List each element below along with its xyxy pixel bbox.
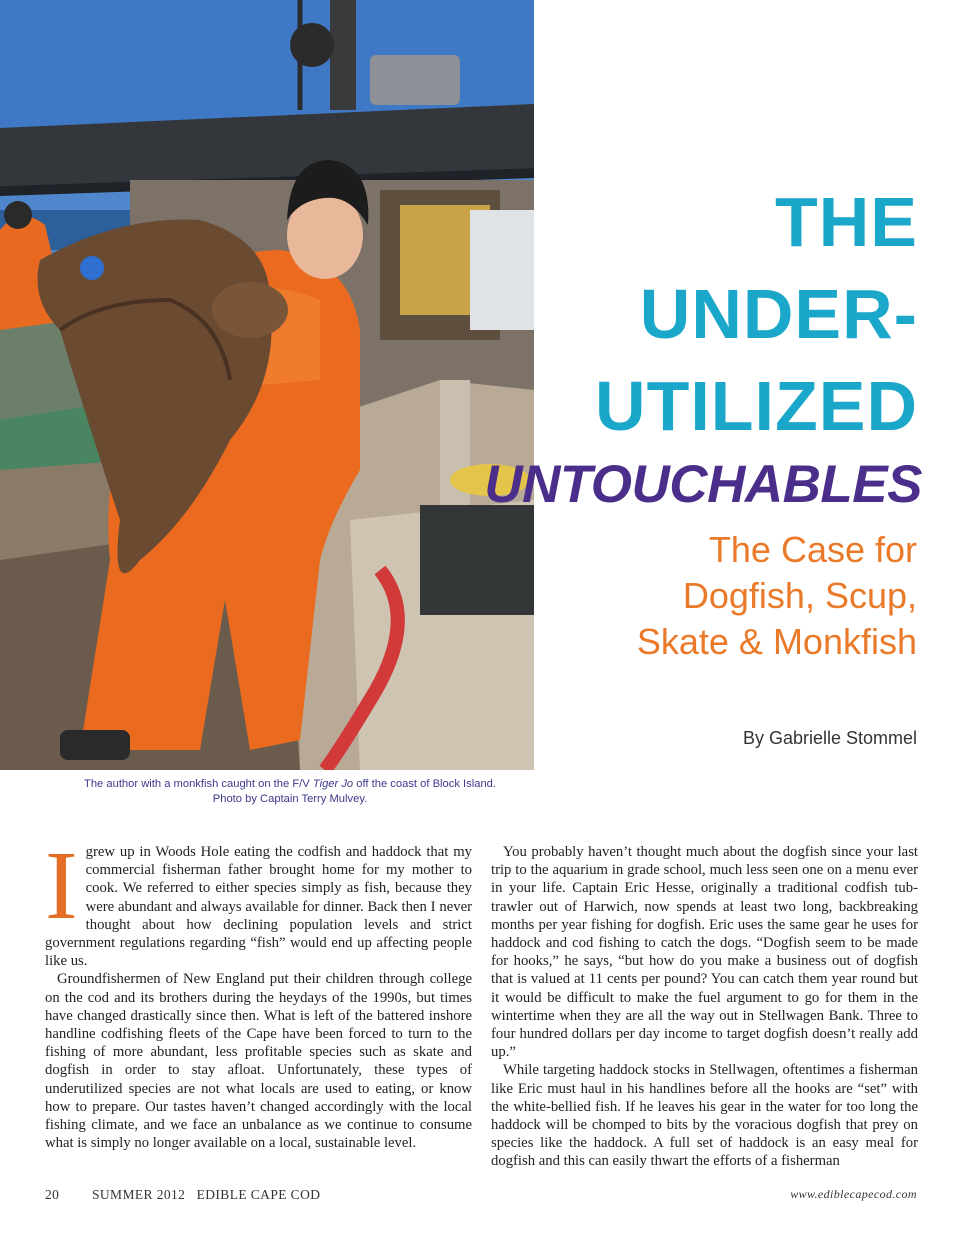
paragraph: While targeting haddock stocks in Stellwagen, oftentimes a fisherman like Eric must haul in his handlines before all the hooks are “set” with the white-bellied fish. If he leaves his gear in the water for too long the haddock will be chomped to bits by the voracious dogfish that prey on species like the haddock. A full set of haddock is an easy meal for dogfish and this can easily thwart the efforts of a fisherman <box>491 1062 918 1170</box>
paragraph: Groundfishermen of New England put their children through college on the cod and its brothers during the heydays of the 1990s, but times have changed drastically since then. What is left of the battered inshore handline codfishing fleets of the Cape have been forced to turn to the fishing of more abundant, less profitable species such as skate and dogfish in order to stay afloat. Unfortunately, these types of underutilized species are not what locals are used to eating, or know how to prepare. Our tastes haven’t changed accordingly with the local fishing climate, and we face an unbalance as we continue to consume what is simply no longer available on a local, sustainable level. <box>45 971 472 1152</box>
paragraph: You probably haven’t thought much about the dogfish since your last trip to the aquarium in grade school, much less seen one on a menu ever in your life. Captain Eric Hesse, originally a traditional codfish tub-trawler out of Harwich, now spends at least two long, backbreaking months per year fishing for dogfish. Eric uses the same gear he uses for haddock and cod fishing to catch the dogs. “Dogfish seem to be made for hooks,” he says, “but how do you make a business out of dogfish that is valued at 11 cents per pound? You can catch them year round but it would be difficult to make the fuel argument to go for them in the wintertime when they are all the way out in Stellwagen Bank. Three to four hundred dollars per day income to target dogfish doesn’t really add up.” <box>491 844 918 1061</box>
byline: By Gabrielle Stommel <box>742 728 917 748</box>
headline-line-1: THE <box>775 183 918 261</box>
article-column-left <box>45 832 472 1152</box>
article-column-right <box>491 843 918 1171</box>
headline-line-4: UNTOUCHABLES <box>484 455 922 514</box>
headline-line-3: UTILIZED <box>595 367 918 445</box>
issue-label: SUMMER 2012 EDIBLE CAPE COD <box>92 1187 321 1202</box>
caption-line-1: The author with a monkfish caught on the F/V Tiger Jo off the coast of Block Island. <box>83 778 496 790</box>
page-number: 20 <box>45 1187 60 1202</box>
subtitle: The Case for Dogfish, Scup, Skate & Monkfish <box>636 529 917 662</box>
photo-caption <box>0 777 580 807</box>
paragraph: Igrew up in Woods Hole eating the codfish and haddock that my commercial fisherman father brought home for my mother to cook. We referred to either species simply as fish, because they were abundant and always available for dinner. Back then I never thought about how declining population levels and strict government regulations regarding “fish” would end up affecting people like us. <box>45 832 472 970</box>
website-url: www.ediblecapecod.com <box>790 1187 917 1201</box>
photo-credit: Photo by Captain Terry Mulvey. <box>212 793 368 805</box>
drop-cap: I <box>45 832 78 940</box>
vessel-name: Tiger Jo <box>312 778 354 790</box>
feature-photo <box>0 0 534 770</box>
headline-line-2: UNDER- <box>639 275 918 353</box>
